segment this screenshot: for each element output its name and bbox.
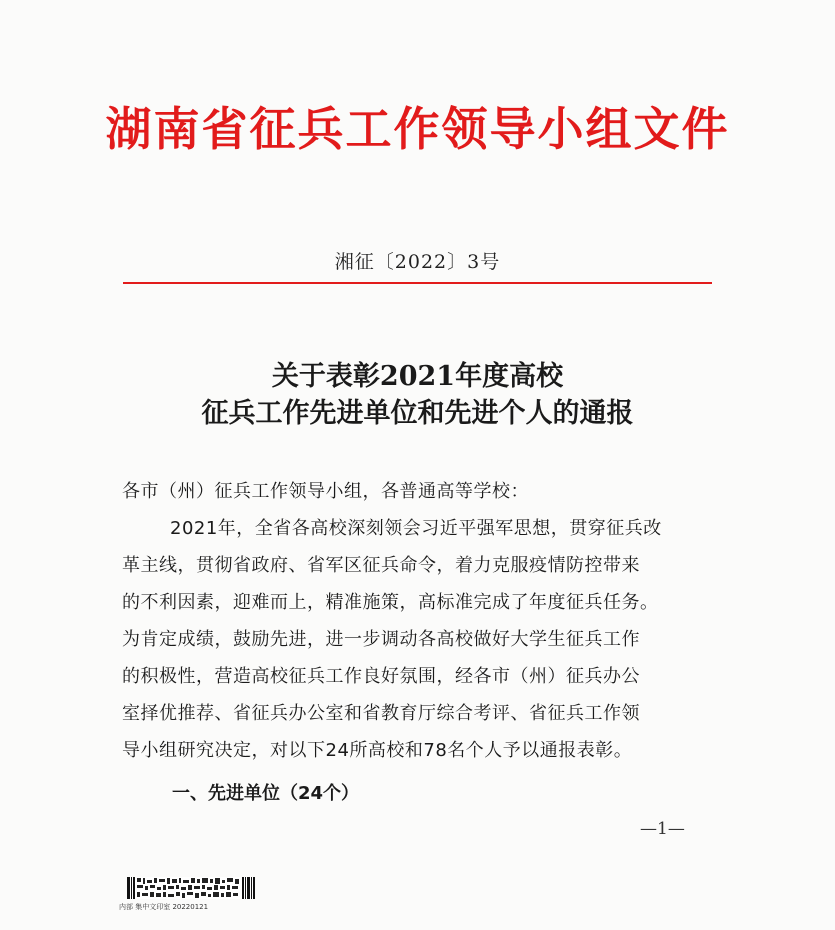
notice-title-line-2: 征兵工作先进单位和先进个人的通报 (201, 398, 634, 429)
notice-title-line-1: 关于表彰2021年度高校 (271, 361, 564, 392)
body-line-4: 为肯定成绩，鼓励先进，进一步调动各高校做好大学生征兵工作 (122, 629, 640, 650)
body-line-7: 导小组研究决定，对以下24所高校和78名个人予以通报表彰。 (122, 740, 633, 761)
body-line-1: 2021年，全省各高校深刻领会习近平强军思想，贯穿征兵改 (170, 518, 662, 539)
body-line-3: 的不利因素，迎难而上，精准施策，高标准完成了年度征兵任务。 (122, 592, 659, 613)
barcode-caption: 内部 集中文印室 20220121 (119, 903, 209, 911)
document-header-title: 湖南省征兵工作领导小组文件 (105, 102, 730, 156)
body-line-6: 室择优推荐、省征兵办公室和省教育厅综合考评、省征兵工作领 (122, 703, 640, 724)
body-line-5: 的积极性，营造高校征兵工作良好氛围，经各市（州）征兵办公 (122, 666, 640, 687)
document-number: 湘征〔2022〕3号 (334, 251, 501, 273)
barcode-icon (127, 877, 255, 899)
red-divider-line (123, 282, 712, 284)
section-heading-advanced-units: 一、先进单位（24个） (172, 783, 360, 804)
salutation: 各市（州）征兵工作领导小组，各普通高等学校： (122, 481, 529, 502)
body-line-2: 革主线，贯彻省政府、省军区征兵命令，着力克服疫情防控带来 (122, 555, 640, 576)
page-number: —1— (640, 819, 685, 839)
